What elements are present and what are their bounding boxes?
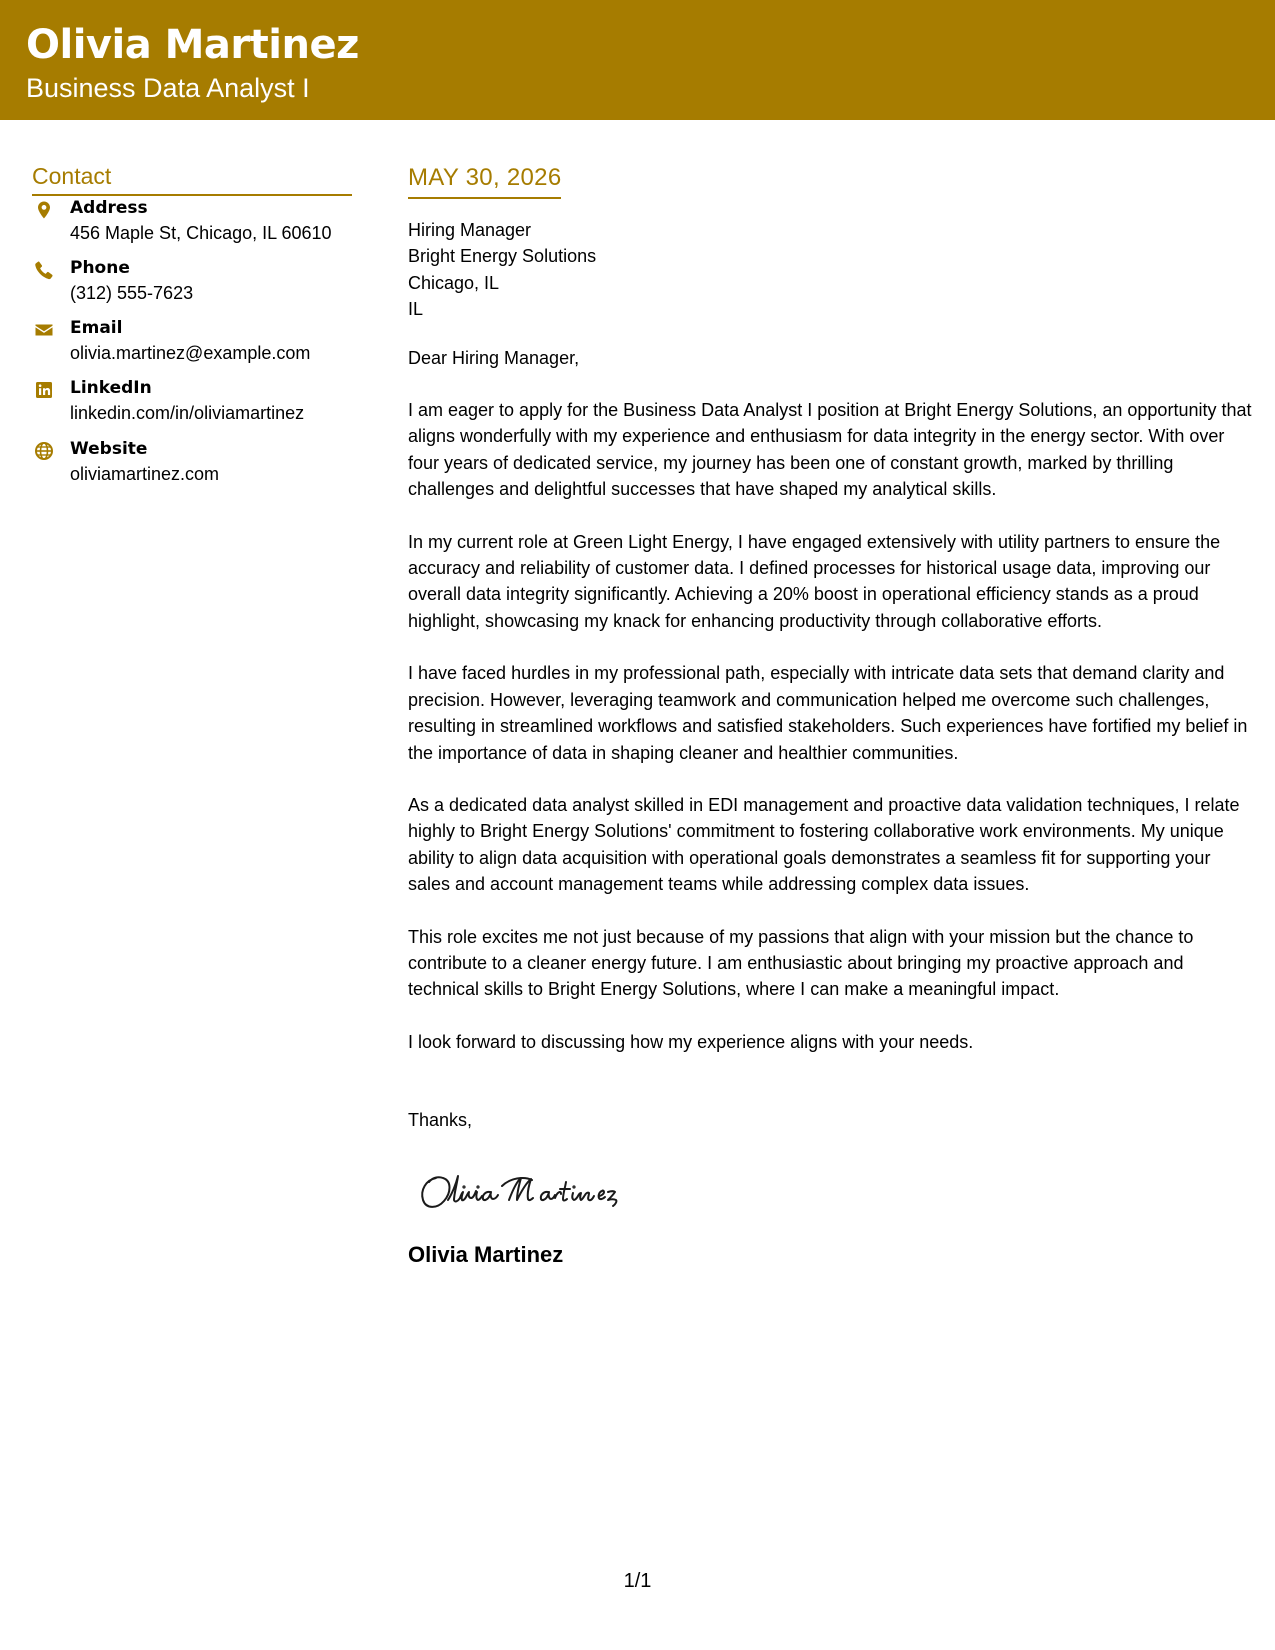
contact-website xyxy=(32,441,352,491)
recipient-line: Bright Energy Solutions xyxy=(408,246,597,267)
email-label: Email xyxy=(70,318,123,338)
website-value[interactable]: oliviamartinez.com xyxy=(70,464,220,484)
contact-address xyxy=(32,200,352,250)
header-banner xyxy=(0,0,1275,120)
address-label: Address xyxy=(70,198,148,218)
map-pin-icon xyxy=(34,200,54,220)
contact-sidebar xyxy=(32,162,352,484)
phone-value: (312) 555-7623 xyxy=(70,283,194,303)
salutation: Dear Hiring Manager, xyxy=(408,347,580,368)
linkedin-label: LinkedIn xyxy=(70,378,152,398)
envelope-icon xyxy=(34,320,54,340)
address-value: 456 Maple St, Chicago, IL 60610 xyxy=(70,223,332,243)
contact-email xyxy=(32,320,352,370)
recipient-block xyxy=(408,217,1253,323)
website-label: Website xyxy=(70,439,148,459)
applicant-name: Olivia Martinez xyxy=(26,22,359,68)
page-number: 1/1 xyxy=(623,1570,652,1592)
contact-linkedin xyxy=(32,380,352,430)
email-value[interactable]: olivia.martinez@example.com xyxy=(70,343,311,363)
body-paragraph: I look forward to discussing how my experience aligns with your needs. xyxy=(408,1031,974,1052)
phone-icon xyxy=(34,260,54,280)
phone-label: Phone xyxy=(70,258,130,278)
recipient-line: Chicago, IL xyxy=(408,272,500,293)
linkedin-icon xyxy=(34,380,54,400)
contact-heading: Contact xyxy=(32,162,352,196)
signature-image xyxy=(414,1164,674,1224)
globe-icon xyxy=(34,441,54,461)
contact-phone xyxy=(32,260,352,310)
closing: Thanks, xyxy=(408,1110,473,1131)
body-paragraph: In my current role at Green Light Energy, I have engaged extensively with utility partners to ensure the accuracy and reliability of customer data. I defined processes for historical usage data, improving our overall data integrity significantly. Achieving a 20% boost in operational efficiency stands as a proud highlight, showcasing my knack for enhancing productivity through collaborative efforts. xyxy=(408,531,1221,631)
letter-body xyxy=(408,164,1253,1268)
applicant-title: Business Data Analyst I xyxy=(26,73,310,103)
body-paragraph: This role excites me not just because of my passions that align with your mission but the chance to contribute to a cleaner energy future. I am enthusiastic about bringing my proactive approach and technical skills to Bright Energy Solutions, where I can make a meaningful impact. xyxy=(408,926,1194,1000)
body-paragraph: As a dedicated data analyst skilled in EDI management and proactive data validation techniques, I relate highly to Bright Energy Solutions' commitment to fostering collaborative work environments. My unique ability to align data acquisition with operational goals demonstrates a seamless fit for supporting your sales and account management teams while addressing complex data issues. xyxy=(408,794,1240,895)
body-paragraph: I am eager to apply for the Business Data Analyst I position at Bright Energy Solutions, an opportunity that aligns wonderfully with my experience and enthusiasm for data integrity in the energy sector. With over four years of dedicated service, my journey has been one of constant growth, marked by thrilling challenges and delightful successes that have shaped my analytical skills. xyxy=(408,400,1252,500)
recipient-line: Hiring Manager xyxy=(408,220,532,240)
letter-date: MAY 30, 2026 xyxy=(408,164,561,199)
recipient-line: IL xyxy=(408,299,424,320)
linkedin-value[interactable]: linkedin.com/in/oliviamartinez xyxy=(70,403,305,423)
body-paragraph: I have faced hurdles in my professional path, especially with intricate data sets that demand clarity and precision. However, leveraging teamwork and communication helped me overcome such challenges, resulting in streamlined workflows and satisfied stakeholders. Such experiences have fortified my belief in the importance of data in shaping cleaner and healthier communities. xyxy=(408,663,1248,763)
signer-name: Olivia Martinez xyxy=(408,1241,564,1267)
